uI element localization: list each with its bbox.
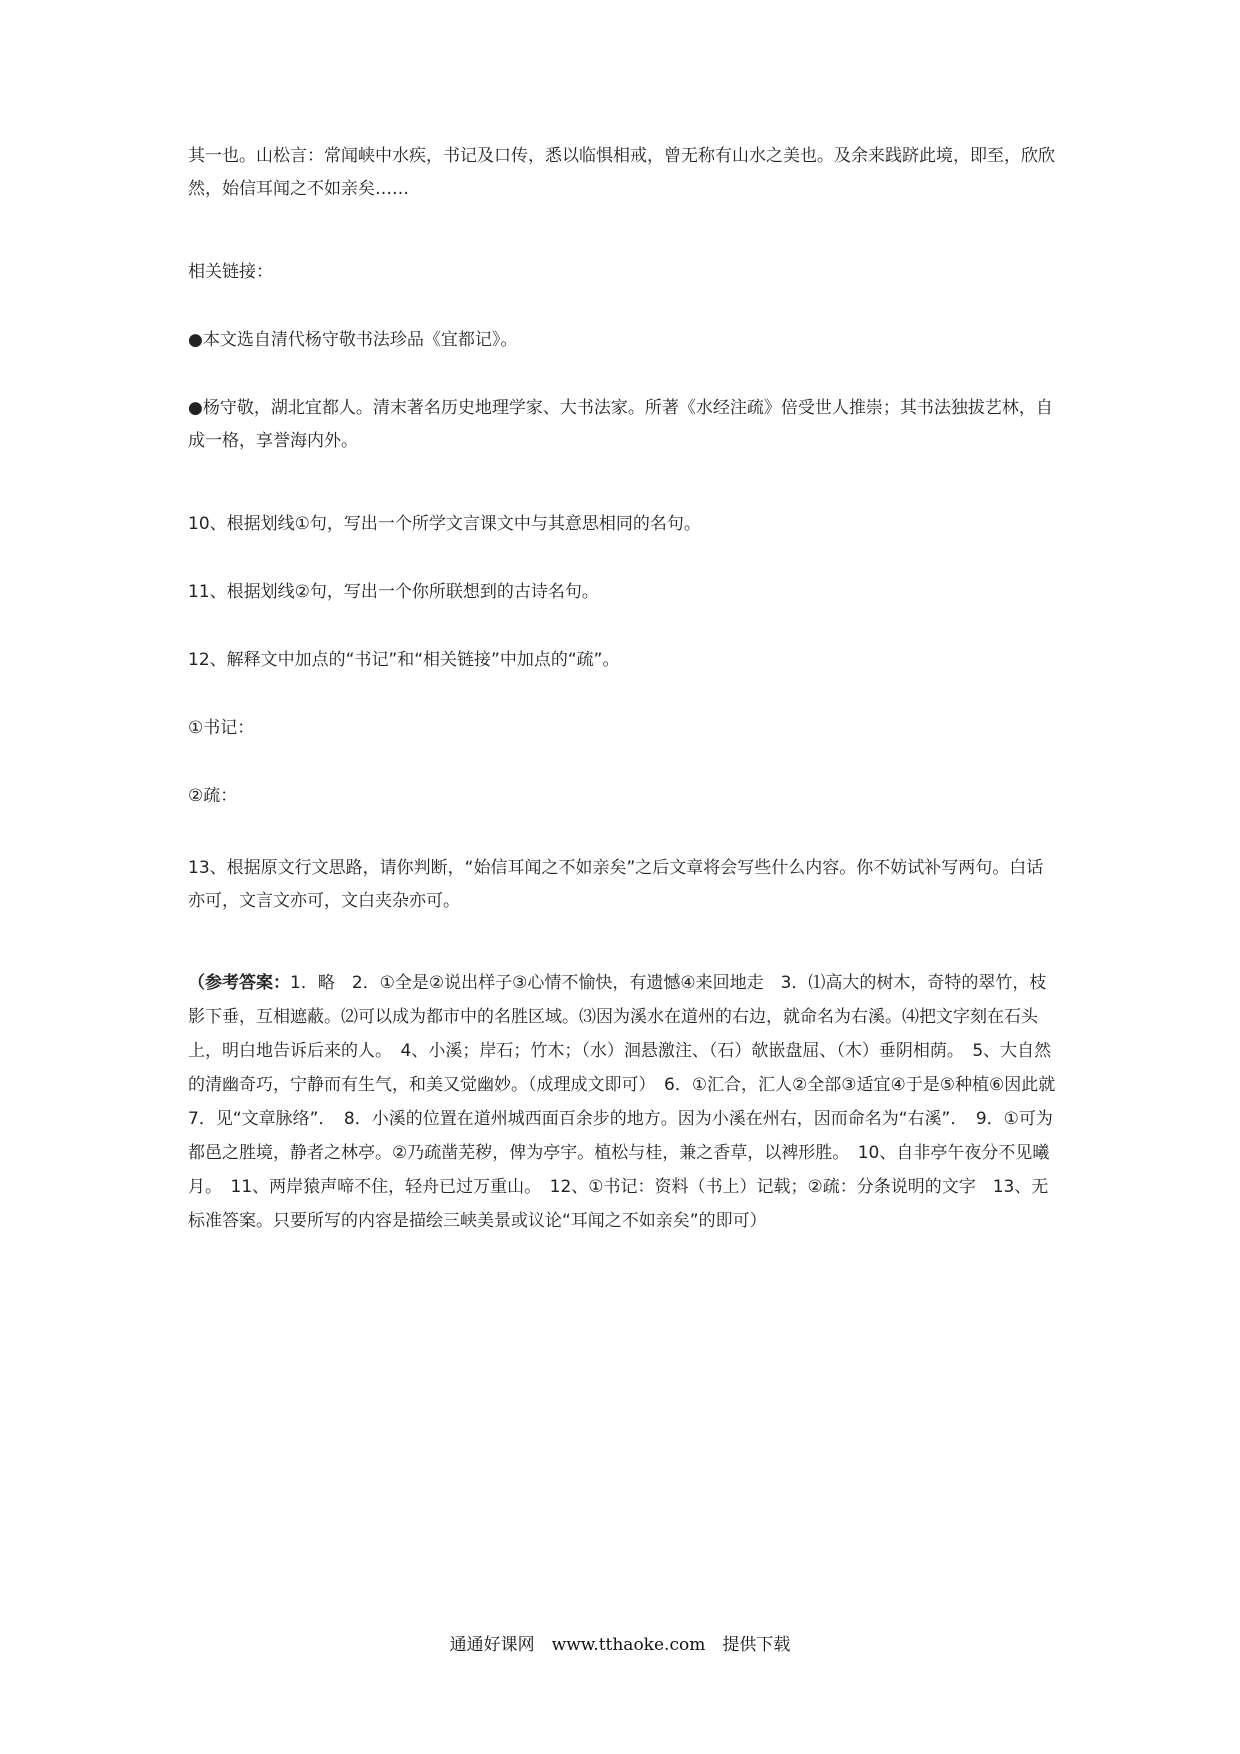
answers-label: （参考答案： bbox=[188, 973, 290, 993]
passage-text: 其一也。山松言：常闻峡中水疾，书记及口传，悉以临惧相戒，曾无称有山水之美也。及余来践跻此境，即至，欣欣然，始信耳闻之不如亲矣…… bbox=[188, 146, 1055, 199]
related-links-heading: 相关链接： bbox=[188, 262, 273, 282]
question-11: 11、根据划线②句，写出一个你所联想到的古诗名句。 bbox=[188, 582, 599, 602]
page-footer: 通通好课网 www.tthaoke.com 提供下载 bbox=[449, 1635, 791, 1655]
related-link-item: ●本文选自清代杨守敬书法珍品《宜都记》。 bbox=[188, 330, 518, 350]
reference-answers bbox=[188, 966, 1073, 1238]
answers-text: 1．略 2．①全是②说出样子③心情不愉快，有遗憾④来回地走 3．⑴高大的树木，奇特的翠竹，枝影下垂，互相遮蔽。⑵可以成为都市中的名胜区域。⑶因为溪水在道州的右边，就命名为右溪。⑷把文字刻在石头上，明白地告诉后来的人。 4、小溪；岸石；竹木；（水）洄悬激注、（石）欹嵌盘屈、（木）垂阴相荫。 5、大自然的清幽奇巧，宁静而有生气，和美又觉幽妙。（成理成文即可） 6．①汇合，汇人②全部③适宜④于是⑤种植⑥因此就 7．见“文章脉络”． 8．小溪的位置在道州城西面百余步的地方。因为小溪在州右，因而命名为“右溪”． 9．①可为都邑之胜境，静者之林亭。②乃疏凿芜秽，俾为亭宇。植松与桂，兼之香草，以裨形胜。 10、自非亭午夜分不见曦月。 11、两岸猿声啼不住，轻舟已过万重山。 12、①书记：资料（书上）记载；②疏：分条说明的文字 13、无标准答案。只要所写的内容是描绘三峡美景或议论“耳闻之不如亲矣”的即可） bbox=[188, 973, 1073, 1231]
question-10: 10、根据划线①句，写出一个所学文言课文中与其意思相同的名句。 bbox=[188, 514, 701, 534]
question-13: 13、根据原文行文思路，请你判断，“始信耳闻之不如亲矣”之后文章将会写些什么内容。你不妨试补写两句。白话亦可，文言文亦可，文白夹杂亦可。 bbox=[188, 858, 1044, 911]
question-12-part-1: ①书记： bbox=[188, 718, 255, 738]
related-link-item: ●杨守敬，湖北宜都人。清末著名历史地理学家、大书法家。所著《水经注疏》倍受世人推崇；其书法独拔艺林，自成一格，享誉海内外。 bbox=[188, 398, 1053, 451]
question-12-part-2: ②疏： bbox=[188, 786, 238, 806]
question-12: 12、解释文中加点的“书记”和“相关链接”中加点的“疏”。 bbox=[188, 650, 620, 670]
